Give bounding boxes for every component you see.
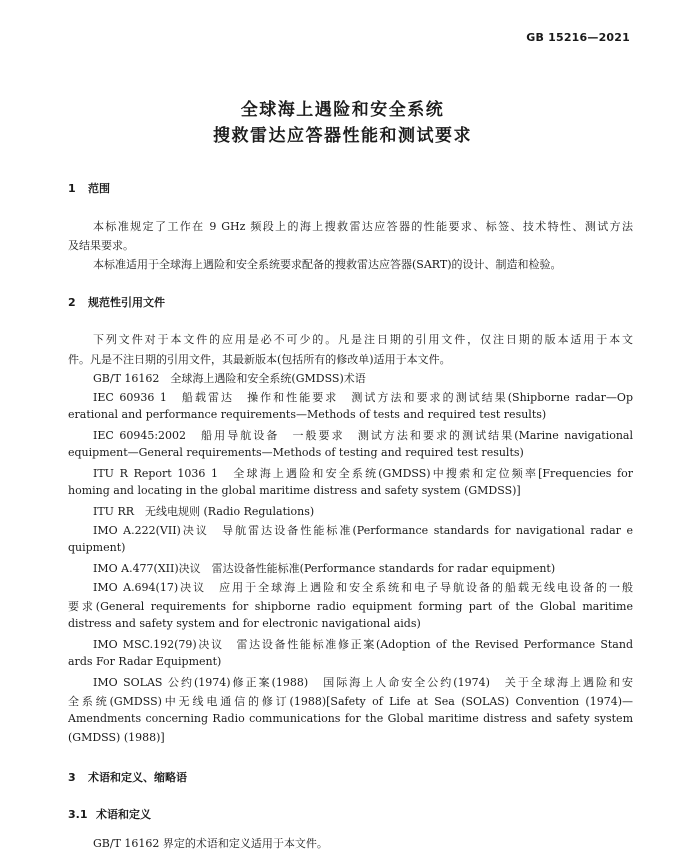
section-1-heading — [68, 180, 110, 196]
reference-entry-continued: equipment—General requirements—Methods of testing and required test results) — [68, 446, 524, 459]
reference-entry-continued: (GMDSS) (1988)] — [68, 731, 165, 744]
paragraph-line: 本标准适用于全球海上遇险和安全系统要求配备的搜救雷达应答器(SART)的设计、制造和检验。 — [93, 258, 562, 271]
reference-entry-continued: homing and locating in the global maritime distress and safety system (GMDSS)] — [68, 484, 521, 497]
reference-entry: IEC 60945:2002 船用导航设备 一般要求 测试方法和要求的测试结果(Marine navigational — [93, 429, 633, 442]
reference-entry: IMO A.694(17)决议 应用于全球海上遇险和安全系统和电子导航设备的船载无线电设备的一般 — [93, 581, 633, 594]
paragraph-line: 本标准规定了工作在 9 GHz 频段上的海上搜救雷达应答器的性能要求、标签、技术特性、测试方法 — [93, 220, 633, 233]
section-number: 3.1 — [68, 808, 88, 821]
reference-entry-continued: 要求(General requirements for shipborne radio equipment forming part of the Global maritime — [68, 600, 633, 613]
reference-entry-continued: distress and safety system and for electronic navigational aids) — [68, 617, 421, 630]
reference-entry: ITU R Report 1036 1 全球海上遇险和安全系统(GMDSS)中搜索和定位频率[Frequencies for — [93, 467, 633, 480]
section-3-heading — [68, 769, 187, 785]
section-2-heading — [68, 294, 165, 310]
reference-entry-continued: 全系统(GMDSS)中无线电通信的修订(1988)[Safety of Life at Sea (SOLAS) Convention (1974)— — [68, 695, 633, 708]
document-title-line-2: 搜救雷达应答器性能和测试要求 — [213, 126, 472, 146]
paragraph-line: GB/T 16162 界定的术语和定义适用于本文件。 — [93, 837, 328, 850]
reference-entry: IMO SOLAS 公约(1974)修正案(1988) 国际海上人命安全公约(1974) 关于全球海上遇险和安 — [93, 676, 633, 689]
section-3-1-heading — [68, 806, 151, 822]
section-title: 规范性引用文件 — [88, 296, 165, 309]
reference-entry: ITU RR 无线电规则 (Radio Regulations) — [93, 505, 315, 518]
reference-entry-continued: quipment) — [68, 541, 126, 554]
paragraph-line: 及结果要求。 — [68, 239, 134, 252]
reference-entry: IMO A.477(XII)决议 雷达设备性能标准(Performance standards for radar equipment) — [93, 562, 556, 575]
paragraph-line: 下列文件对于本文件的应用是必不可少的。凡是注日期的引用文件，仅注日期的版本适用于本文 — [93, 333, 633, 346]
section-title: 范围 — [88, 182, 110, 195]
reference-entry: IMO MSC.192(79)决议 雷达设备性能标准修正案(Adoption of the Revised Performance Stand — [93, 638, 633, 651]
paragraph-line: 件。凡是不注日期的引用文件，其最新版本(包括所有的修改单)适用于本文件。 — [68, 353, 451, 366]
reference-entry-continued: ards For Radar Equipment) — [68, 655, 222, 668]
standard-code: GB 15216—2021 — [526, 31, 630, 44]
reference-entry: IEC 60936 1 船载雷达 操作和性能要求 测试方法和要求的测试结果(Shipborne radar—Op — [93, 391, 633, 404]
section-number: 2 — [68, 296, 76, 309]
reference-entry: GB/T 16162 全球海上遇险和安全系统(GMDSS)术语 — [93, 372, 366, 385]
section-number: 3 — [68, 771, 76, 784]
document-title-line-1: 全球海上遇险和安全系统 — [240, 100, 445, 120]
section-number: 1 — [68, 182, 76, 195]
reference-entry: IMO A.222(VII)决议 导航雷达设备性能标准(Performance standards for navigational radar e — [93, 524, 633, 537]
reference-entry-continued: erational and performance requirements—Methods of tests and required test results) — [68, 408, 547, 421]
section-title: 术语和定义、缩略语 — [88, 771, 187, 784]
section-title: 术语和定义 — [96, 808, 151, 821]
reference-entry-continued: Amendments concerning Radio communications for the Global maritime distress and safety system — [68, 712, 633, 725]
